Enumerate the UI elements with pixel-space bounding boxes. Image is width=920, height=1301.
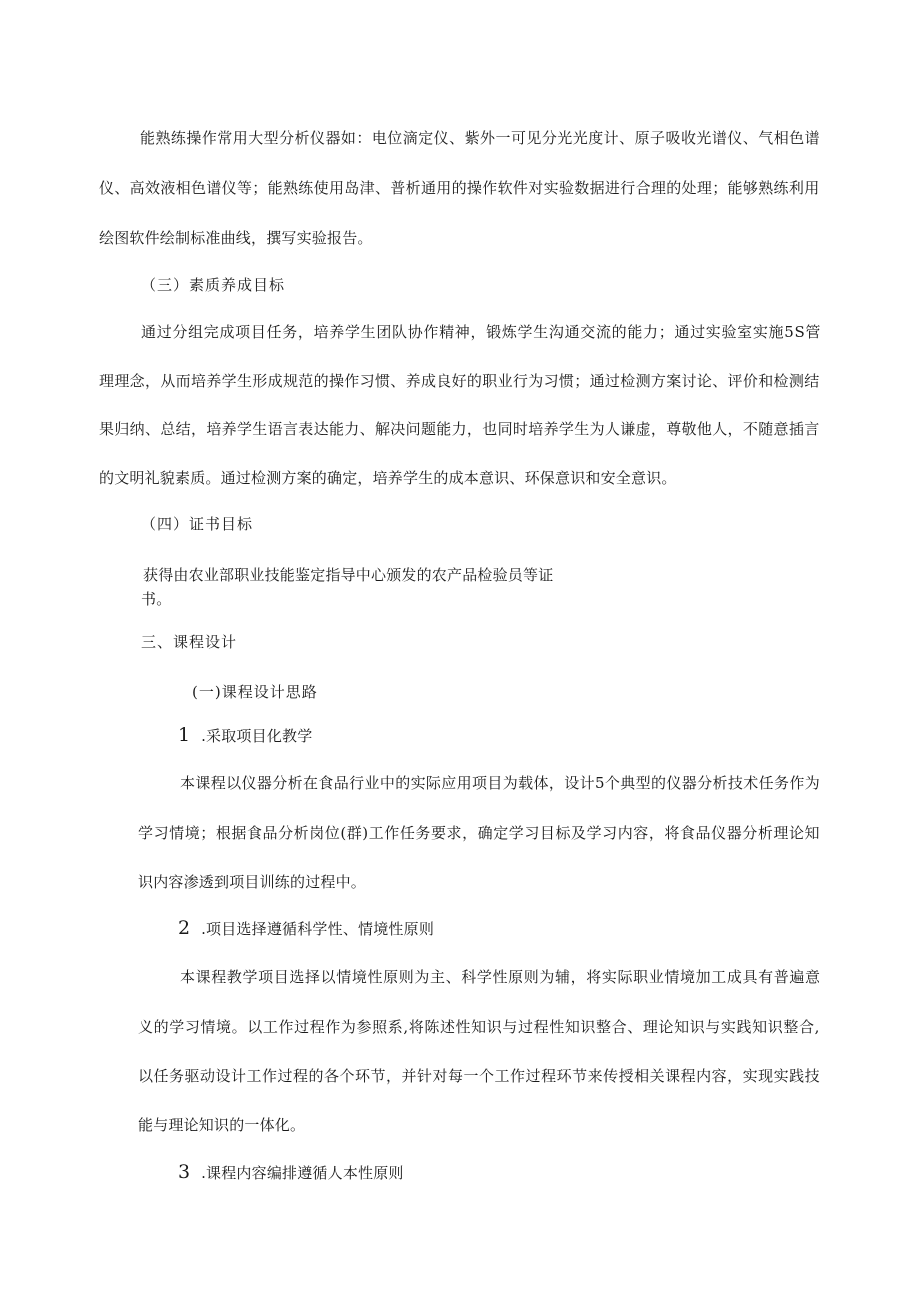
item-2-line-2: 义的学习情境。以工作过程作为参照系,将陈述性知识与过程性知识整合、理论知识与实践知识整合, bbox=[138, 1018, 820, 1036]
certificate-line-2: 书。 bbox=[141, 590, 172, 608]
ability-line-2: 仪、高效液相色谱仪等；能熟练使用岛津、普析通用的操作软件对实验数据进行合理的处理；能够熟练利用 bbox=[99, 179, 820, 197]
item-1-heading bbox=[178, 725, 312, 746]
quality-line-1: 通过分组完成项目任务，培养学生团队协作精神，锻炼学生沟通交流的能力；通过实验室实施5S管 bbox=[141, 323, 822, 341]
item-3-number: 3 bbox=[178, 1161, 191, 1183]
item-3-heading bbox=[178, 1162, 404, 1183]
quality-line-4: 的文明礼貌素质。通过检测方案的确定，培养学生的成本意识、环保意识和安全意识。 bbox=[99, 469, 677, 487]
design-approach-subheading: (一)课程设计思路 bbox=[192, 683, 318, 701]
item-2-number: 2 bbox=[178, 917, 191, 939]
quality-line-3: 果归纳、总结，培养学生语言表达能力、解决问题能力，也同时培养学生为人谦虚，尊敬他人，不随意插言 bbox=[99, 420, 820, 438]
ability-line-1: 能熟练操作常用大型分析仪器如：电位滴定仪、紫外一可见分光光度计、原子吸收光谱仪、气相色谱 bbox=[140, 129, 821, 147]
item-1-number: 1 bbox=[178, 724, 191, 746]
item-2-line-1: 本课程教学项目选择以情境性原则为主、科学性原则为辅，将实际职业情境加工成具有普遍意 bbox=[180, 968, 821, 986]
item-3-title: .课程内容编排遵循人本性原则 bbox=[201, 1164, 404, 1182]
certificate-line-1: 获得由农业部职业技能鉴定指导中心颁发的农产品检验员等证 bbox=[143, 566, 554, 584]
item-1-line-3: 识内容渗透到项目训练的过程中。 bbox=[138, 873, 367, 891]
ability-line-3: 绘图软件绘制标准曲线，撰写实验报告。 bbox=[99, 229, 373, 247]
item-1-line-1: 本课程以仪器分析在食品行业中的实际应用项目为载体，设计5个典型的仪器分析技术任务作为 bbox=[180, 774, 821, 792]
item-2-line-3: 以任务驱动设计工作过程的各个环节，并针对每一个工作过程环节来传授相关课程内容，实现实践技 bbox=[138, 1067, 821, 1085]
quality-goal-heading: （三）素质养成目标 bbox=[141, 276, 286, 294]
certificate-goal-heading: （四）证书目标 bbox=[141, 515, 254, 533]
course-design-heading: 三、课程设计 bbox=[141, 633, 238, 651]
item-1-line-2: 学习情境；根据食品分析岗位(群)工作任务要求，确定学习目标及学习内容，将食品仪器分析理论知 bbox=[138, 824, 821, 842]
quality-line-2: 理理念，从而培养学生形成规范的操作习惯、养成良好的职业行为习惯；通过检测方案讨论、评价和检测结 bbox=[99, 372, 820, 390]
item-2-heading bbox=[178, 918, 434, 939]
item-2-title: .项目选择遵循科学性、情境性原则 bbox=[201, 920, 435, 938]
item-1-title: .采取项目化教学 bbox=[201, 727, 313, 745]
item-2-line-4: 能与理论知识的一体化。 bbox=[138, 1116, 306, 1134]
